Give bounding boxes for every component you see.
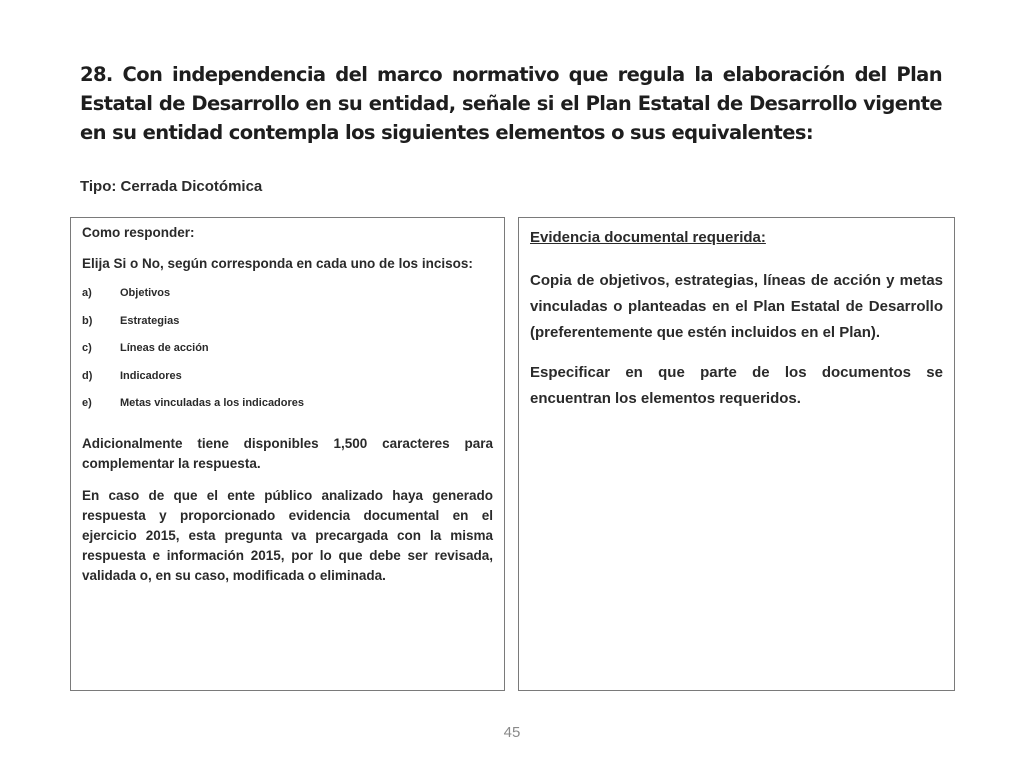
list-item-text: Objetivos [120, 287, 171, 299]
element-list [82, 286, 493, 424]
list-item-letter: e) [82, 397, 92, 409]
list-item [82, 396, 493, 424]
list-item-letter: a) [82, 287, 92, 299]
answer-instruction: Elija Si o No, según corresponda en cada uno de los incisos: [82, 256, 473, 271]
evidence-location-paragraph: Especificar en que parte de los documentos se encuentran los elementos requeridos. [530, 364, 943, 407]
list-item-letter: b) [82, 314, 93, 327]
list-item-letter: d) [82, 369, 93, 382]
precharged-answer-note: En caso de que el ente público analizado haya generado respuesta y proporcionado evidencia documental en el ejercicio 2015, esta pregunta va precargada con la misma respuesta e información 2015, por lo que debe ser revisada, validada o, en su caso, modificada o eliminada. [82, 487, 493, 583]
evidence-heading: Evidencia documental requerida: [530, 229, 766, 246]
question-title: 28. Con independencia del marco normativo que regula la elaboración del Plan Estatal de Desarrollo en su entidad, señale si el Plan Estatal de Desarrollo vigente en su entidad contempla los siguientes elementos o sus equivalentes: [80, 63, 942, 144]
list-item [82, 341, 493, 369]
how-to-answer-heading: Como responder: [82, 225, 195, 240]
evidence-paragraph: Copia de objetivos, estrategias, líneas de acción y metas vinculadas o planteadas en el Plan Estatal de Desarrollo (preferentemente que estén incluidos en el Plan). [530, 272, 943, 341]
list-item [82, 286, 493, 314]
list-item [82, 369, 493, 397]
list-item-letter: c) [82, 342, 92, 354]
list-item-text: Indicadores [120, 369, 182, 382]
list-item-text: Líneas de acción [120, 342, 209, 354]
evidence-panel [518, 217, 955, 691]
additional-characters-note: Adicionalmente tiene disponibles 1,500 caracteres para complementar la respuesta. [82, 435, 493, 471]
how-to-answer-panel [70, 217, 505, 691]
question-type: Tipo: Cerrada Dicotómica [80, 178, 263, 195]
list-item-text: Estrategias [120, 314, 180, 327]
list-item-text: Metas vinculadas a los indicadores [120, 397, 305, 409]
page-number: 45 [503, 724, 521, 741]
list-item [82, 314, 493, 342]
